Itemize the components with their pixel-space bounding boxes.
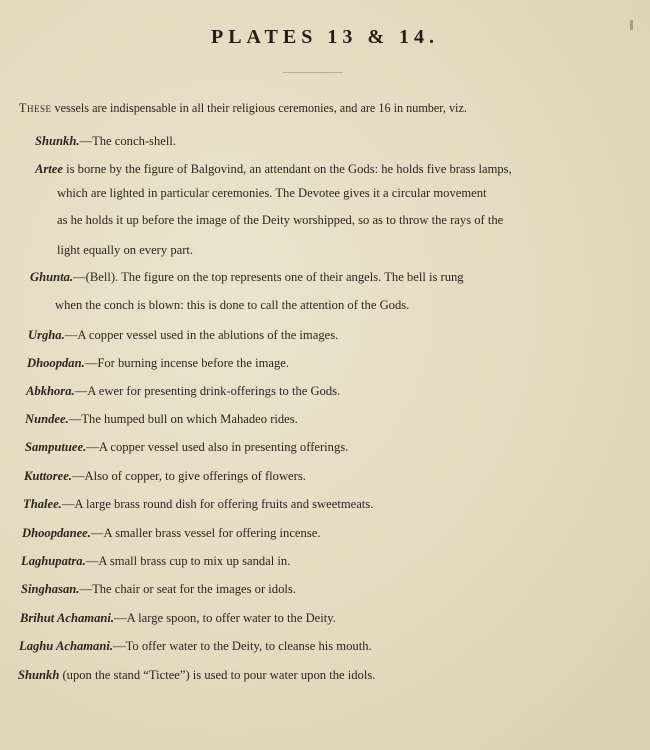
- entry-text: —The humped bull on which Mahadeo rides.: [68, 412, 298, 426]
- entry-term: Thalee.: [23, 497, 62, 511]
- entry-text: —A smaller brass vessel for offering incense.: [90, 526, 321, 540]
- entry-text: —The conch-shell.: [79, 134, 176, 148]
- entry-text: —(Bell). The figure on the top represents one of their angels. The bell is rung: [73, 270, 464, 284]
- entry-continuation: as he holds it up before the image of the Deity worshipped, so as to throw the rays of the: [57, 213, 504, 227]
- entry-term: Dhoopdanee.: [22, 526, 91, 540]
- entry-text: —Also of copper, to give offerings of flowers.: [71, 469, 306, 483]
- entry-text: is borne by the figure of Balgovind, an attendant on the Gods: he holds five brass lamps,: [62, 162, 512, 176]
- entry-term: Shunkh.: [35, 134, 80, 148]
- entry-continuation: which are lighted in particular ceremonies. The Devotee gives it a circular movement: [57, 186, 487, 200]
- entry-text: —A copper vessel used in the ablutions of the images.: [64, 328, 339, 342]
- title-divider: [283, 72, 343, 73]
- page-title: PLATES 13 & 14.: [211, 26, 439, 48]
- entry-text: —A ewer for presenting drink-offerings to the Gods.: [74, 384, 341, 398]
- entry-term: Brihut Achamani.: [20, 611, 115, 625]
- entry-ghunta: [30, 270, 464, 285]
- entry-term: Nundee.: [25, 412, 69, 426]
- entry-nundee: [25, 412, 298, 427]
- entry-term: Laghupatra.: [21, 554, 86, 568]
- entry-shunkh-tictee: [18, 668, 375, 683]
- entry-urgha: [28, 328, 338, 343]
- entry-term: Shunkh: [18, 668, 60, 682]
- entry-text: —For burning incense before the image.: [84, 356, 289, 370]
- entry-thalee: [23, 497, 373, 512]
- entry-dhoopdanee: [22, 526, 320, 541]
- entry-term: Urgha.: [28, 328, 65, 342]
- entry-text: —To offer water to the Deity, to cleanse his mouth.: [113, 639, 372, 653]
- entry-dhoopdan: [27, 356, 289, 371]
- entry-kuttoree: [24, 469, 306, 484]
- entry-text: —A small brass cup to mix up sandal in.: [85, 554, 291, 568]
- entry-text: —A copper vessel used also in presenting offerings.: [86, 440, 349, 454]
- entry-term: Abkhora.: [26, 384, 75, 398]
- entry-term: Ghunta.: [30, 270, 74, 284]
- entry-singhasan: [21, 582, 296, 597]
- entry-term: Singhasan.: [21, 582, 80, 596]
- entry-shunkh: [35, 134, 176, 149]
- entry-abkhora: [26, 384, 340, 399]
- entry-laghupatra: [21, 554, 290, 569]
- entry-continuation: light equally on every part.: [57, 243, 194, 257]
- entry-samputuee: [25, 440, 348, 455]
- intro-paragraph: [19, 99, 629, 117]
- entry-laghu-achamani: [19, 639, 372, 654]
- intro-text: vessels are indispensable in all their religious ceremonies, and are 16 in number, viz.: [51, 101, 467, 115]
- entry-term: Dhoopdan.: [27, 356, 85, 370]
- intro-first-word: These: [19, 101, 52, 115]
- entry-text: —The chair or seat for the images or idols.: [79, 582, 296, 596]
- entry-brihut-achamani: [20, 611, 336, 626]
- entry-text: —A large spoon, to offer water to the Deity.: [114, 611, 336, 625]
- entry-term: Samputuee.: [25, 440, 87, 454]
- entry-continuation: when the conch is blown: this is done to call the attention of the Gods.: [55, 298, 410, 312]
- entry-term: Kuttoree.: [24, 469, 72, 483]
- entry-term: Artee: [35, 162, 63, 176]
- entry-text: —A large brass round dish for offering fruits and sweetmeats.: [61, 497, 374, 511]
- entry-term: Laghu Achamani.: [19, 639, 114, 653]
- entry-text: (upon the stand “Tictee”) is used to pour water upon the idols.: [59, 668, 376, 682]
- entry-artee: [35, 162, 512, 177]
